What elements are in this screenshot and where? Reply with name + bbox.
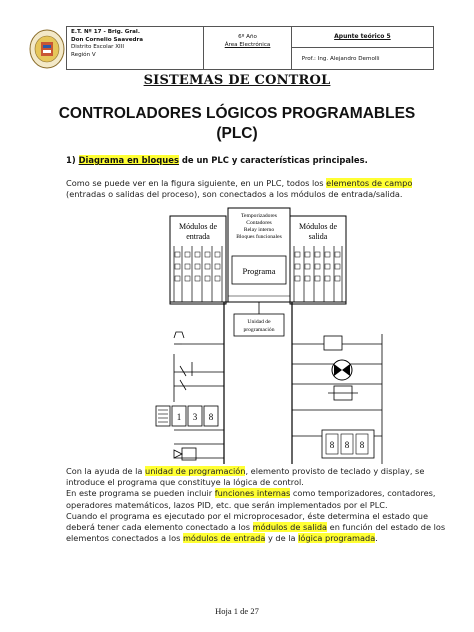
school-name-line1: E.T. Nº 17 - Brig. Gral.	[71, 29, 140, 35]
para2-text-c2: en función del estado de los elementos conectados a los	[66, 522, 446, 544]
page-number: Hoja 1 de 27	[215, 606, 259, 616]
doc-type: Apunte teórico 5	[292, 27, 433, 48]
document-header	[66, 26, 434, 70]
cpu-relay: Relay interno	[243, 227, 275, 233]
thumbwheel-digit-8: 8	[208, 412, 214, 422]
prog-unit-label1: Unidad de	[247, 319, 271, 325]
thumbwheel-digit-1: 1	[176, 412, 182, 422]
explanation-paragraph	[66, 466, 454, 544]
para2-text-c4: .	[375, 533, 378, 544]
display-digit-a: 8	[329, 440, 335, 450]
subtitle-line1: CONTROLADORES LÓGICOS PROGRAMABLES	[58, 105, 416, 122]
school-district: Distrito Escolar XIII	[71, 44, 125, 51]
doc-info	[292, 27, 433, 69]
course-area: Área Electrónica	[224, 41, 271, 48]
input-modules-label2: entrada	[186, 232, 210, 241]
page-title: SISTEMAS DE CONTROL	[143, 73, 331, 88]
section-rest: de un PLC y características principales.	[178, 155, 368, 165]
para1-text-a: Como se puede ver en la figura siguiente, en un PLC, todos los	[66, 178, 327, 188]
intro-paragraph	[66, 178, 454, 200]
cpu-counters: Contadores	[246, 220, 272, 226]
para2-highlight-prog-unit: unidad de programación	[145, 466, 246, 476]
school-region: Región V	[71, 51, 96, 58]
output-modules-label: Módulos de	[299, 222, 337, 231]
professor-name: Prof.: Ing. Alejandro Demolli	[301, 56, 380, 62]
para2-text-a1: Con la ayuda de la	[66, 466, 146, 476]
para2-highlight-input: módulos de entrada	[182, 533, 266, 544]
section-number: 1)	[66, 155, 76, 165]
para2-text-b2: como temporizadores, contadores, operadores matemáticos, lazos PID, etc. que serán implementados por el PLC.	[66, 488, 436, 510]
output-modules-label2: salida	[308, 232, 328, 241]
page-subtitle	[0, 104, 474, 144]
school-info	[67, 27, 204, 69]
para2-highlight-logic: lógica programada	[298, 533, 376, 544]
course-info	[204, 27, 292, 69]
course-year: 6º Año	[238, 34, 257, 40]
subtitle-line2: (PLC)	[216, 125, 258, 142]
cpu-timers: Temporizadores	[241, 213, 277, 219]
para2-highlight-output: módulos de salida	[252, 522, 328, 533]
para2-text-a2: , elemento provisto de teclado y display, se introduce el programa que constituye la lógica de control.	[66, 466, 425, 488]
display-digit-b: 8	[344, 440, 350, 450]
school-name-line2: Don Cornelio Saavedra	[71, 36, 144, 43]
para2-text-c3: y de la	[265, 533, 299, 544]
plc-block-diagram	[152, 204, 400, 470]
program-label: Programa	[242, 266, 276, 276]
para2-text-c1: Cuando el programa es ejecutado por el microprocesador, éste determina el estado que deberá tener cada elemento conectado a los	[66, 510, 429, 533]
display-digit-c: 8	[359, 440, 365, 450]
school-logo	[27, 25, 67, 73]
input-modules-label: Módulos de	[179, 222, 217, 231]
para1-text-b: (entradas o salidas del proceso), son conectados a los módulos de entrada/salida.	[66, 189, 403, 200]
para2-highlight-functions: funciones internas	[214, 488, 291, 499]
cpu-blocks: Bloques funcionales	[236, 234, 282, 240]
para1-highlight: elementos de campo	[326, 178, 413, 188]
section-highlight: Diagrama en bloques	[78, 155, 179, 165]
para2-text-b1: En este programa se pueden incluir	[66, 488, 215, 499]
thumbwheel-digit-3: 3	[192, 412, 198, 422]
prog-unit-label2: programación	[243, 327, 275, 333]
section-heading	[66, 155, 368, 165]
